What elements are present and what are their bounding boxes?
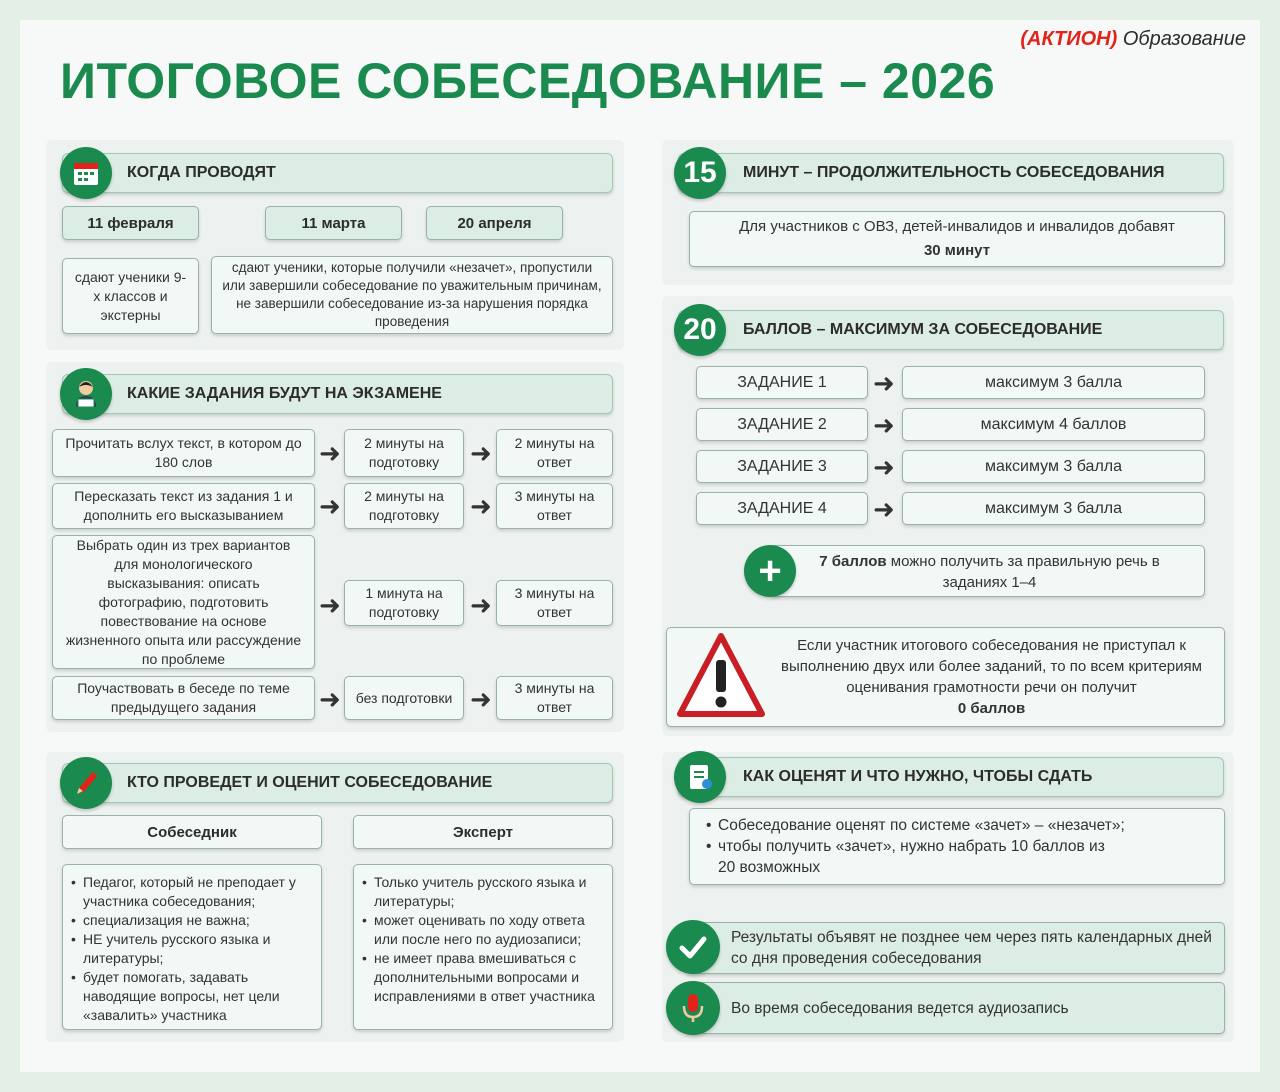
arrow-right-icon: ➜: [319, 491, 341, 521]
task-3-prep: 1 минута на подготовку: [344, 580, 464, 626]
interviewer-list: • Педагог, который не преподает у участника собеседования; • специализация не важна; • НЕ учитель русского языка и литературы; • будет помогать, задавать наводящие вопросы, нет цели «завалить» участника: [62, 864, 322, 1030]
arrow-right-icon: ➜: [319, 590, 341, 620]
section-header-who: КТО ПРОВЕДЕТ И ОЦЕНИТ СОБЕСЕДОВАНИЕ: [62, 763, 613, 803]
interviewer-label: Собеседник: [62, 815, 322, 849]
task-1: Прочитать вслух текст, в котором до 180 слов: [52, 429, 315, 477]
score-max-2: максимум 4 баллов: [902, 408, 1205, 441]
score-task-3: ЗАДАНИЕ 3: [696, 450, 868, 483]
calendar-icon: [60, 147, 112, 199]
scores-number: 20: [674, 304, 726, 356]
duration-note: Для участников с ОВЗ, детей-инвалидов и инвалидов добавят 30 минут: [689, 211, 1225, 267]
bonus-note: 7 баллов можно получить за правильную речь в заданиях 1–4: [770, 545, 1205, 597]
task-3-answer: 3 минуты на ответ: [496, 580, 613, 626]
task-2-answer: 3 минуты на ответ: [496, 483, 613, 529]
checkmark-icon: [666, 920, 720, 974]
score-max-3: максимум 3 балла: [902, 450, 1205, 483]
plus-icon: +: [744, 545, 796, 597]
date-2: 11 марта: [265, 206, 402, 240]
grading-list: • Собеседование оценят по системе «зачет» – «незачет»; • чтобы получить «зачет», нужно набрать 10 баллов из 20 возможных: [689, 808, 1225, 885]
task-1-prep: 2 минуты на подготовку: [344, 429, 464, 477]
task-4: Поучаствовать в беседе по теме предыдущего задания: [52, 676, 315, 720]
score-task-4: ЗАДАНИЕ 4: [696, 492, 868, 525]
arrow-right-icon: ➜: [319, 438, 341, 468]
arrow-right-icon: ➜: [873, 452, 895, 482]
score-max-1: максимум 3 балла: [902, 366, 1205, 399]
score-max-4: максимум 3 балла: [902, 492, 1205, 525]
document-check-icon: [674, 751, 726, 803]
section-header-scores: БАЛЛОВ – МАКСИМУМ ЗА СОБЕСЕДОВАНИЕ: [678, 310, 1224, 350]
duration-number: 15: [674, 147, 726, 199]
section-header-grading: КАК ОЦЕНЯТ И ЧТО НУЖНО, ЧТОБЫ СДАТЬ: [678, 757, 1224, 797]
arrow-right-icon: ➜: [873, 368, 895, 398]
section-header-when: КОГДА ПРОВОДЯТ: [62, 153, 613, 193]
page-title: ИТОГОВОЕ СОБЕСЕДОВАНИЕ – 2026: [60, 53, 996, 109]
date-1: 11 февраля: [62, 206, 199, 240]
expert-label: Эксперт: [353, 815, 613, 849]
expert-list: • Только учитель русского языка и литературы; • может оценивать по ходу ответа или после него по аудиозаписи; • не имеет права вмешиваться с дополнительными вопросами и исправлениями в ответ участника: [353, 864, 613, 1030]
arrow-right-icon: ➜: [470, 590, 492, 620]
warning-icon: [676, 632, 766, 725]
warning-box: Если участник итогового собеседования не приступал к выполнению двух или более заданий, то по всем критериям оценивания грамотности речи он получит 0 баллов: [666, 627, 1225, 727]
task-4-prep: без подготовки: [344, 676, 464, 720]
section-header-duration: МИНУТ – ПРОДОЛЖИТЕЛЬНОСТЬ СОБЕСЕДОВАНИЯ: [678, 153, 1224, 193]
arrow-right-icon: ➜: [470, 438, 492, 468]
arrow-right-icon: ➜: [873, 494, 895, 524]
date-3: 20 апреля: [426, 206, 563, 240]
task-2-prep: 2 минуты на подготовку: [344, 483, 464, 529]
student-reading-icon: [60, 368, 112, 420]
when-desc-1: сдают ученики 9-х классов и экстерны: [62, 258, 199, 334]
pencil-icon: [60, 757, 112, 809]
score-task-2: ЗАДАНИЕ 2: [696, 408, 868, 441]
score-task-1: ЗАДАНИЕ 1: [696, 366, 868, 399]
brand-logo: (АКТИОН) Образование: [1020, 28, 1246, 50]
arrow-right-icon: ➜: [873, 410, 895, 440]
microphone-icon: [666, 981, 720, 1035]
task-2: Пересказать текст из задания 1 и дополнить его высказыванием: [52, 483, 315, 529]
arrow-right-icon: ➜: [319, 684, 341, 714]
task-4-answer: 3 минуты на ответ: [496, 676, 613, 720]
task-1-answer: 2 минуты на ответ: [496, 429, 613, 477]
arrow-right-icon: ➜: [470, 684, 492, 714]
when-desc-2: сдают ученики, которые получили «незачет», пропустили или завершили собеседование по уважительным причинам, не завершили собеседование из-за нарушения порядка проведения: [211, 256, 613, 334]
audio-note: Во время собеседования ведется аудиозапись: [686, 982, 1225, 1034]
arrow-right-icon: ➜: [470, 491, 492, 521]
results-note: Результаты объявят не позднее чем через пять календарных дней со дня проведения собеседования: [686, 922, 1225, 974]
section-header-tasks: КАКИЕ ЗАДАНИЯ БУДУТ НА ЭКЗАМЕНЕ: [62, 374, 613, 414]
task-3: Выбрать один из трех вариантов для монологического высказывания: описать фотографию, подготовить повествование на основе жизненного опыта или рассуждение по проблеме: [52, 535, 315, 669]
